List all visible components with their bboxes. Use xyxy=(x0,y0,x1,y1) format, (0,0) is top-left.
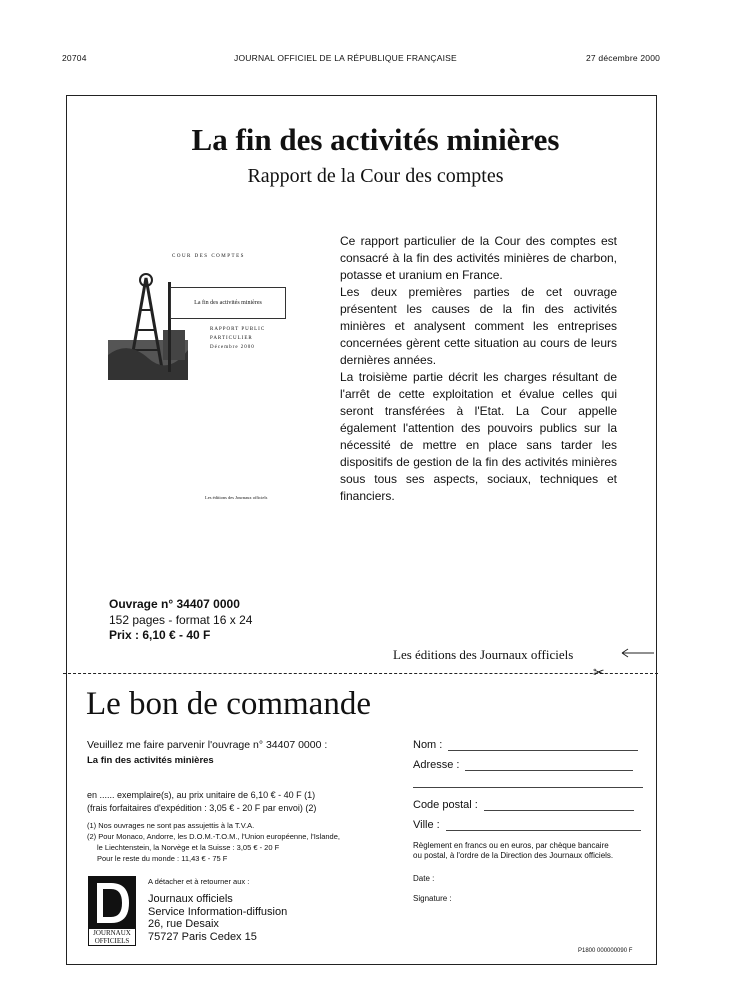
return-address xyxy=(148,893,287,943)
footnote-shipping: (2) Pour Monaco, Andorre, les D.O.M.-T.O.M., l'Union européenne, l'Islande, xyxy=(87,832,340,841)
description-paragraph: La troisième partie décrit les charges résultant de l'arrêt de cette exploitation et évalue celles qui seront transférées à l'Etat. La Cour appelle également l'attention des pouvoirs publics sur la nécessité de mettre en place sans tarder les dispositifs de gestion de la fin des activités minières sous tous ses aspects, sociaux, techniques et financiers. xyxy=(340,370,617,503)
nom-input-line[interactable] xyxy=(448,749,638,751)
quantity-line[interactable]: en ...... exemplaire(s), au prix unitaire de 6,10 € - 40 F (1) xyxy=(87,790,316,800)
payment-line: Règlement en francs ou en euros, par chèque bancaire xyxy=(413,841,609,850)
order-form-heading: Le bon de commande xyxy=(86,686,371,722)
scissors-icon: ✂ xyxy=(593,664,605,680)
adresse-input-line-2[interactable] xyxy=(413,787,643,788)
cover-subtitle-lines xyxy=(210,325,265,352)
jo-logo-mark xyxy=(89,877,135,929)
adresse-field[interactable] xyxy=(413,759,633,771)
cover-line-3: Décembre 2000 xyxy=(210,345,255,350)
cover-line-1: RAPPORT PUBLIC xyxy=(210,327,266,332)
journal-title: JOURNAL OFFICIEL DE LA RÉPUBLIQUE FRANÇAISE xyxy=(234,53,457,63)
journaux-officiels-logo xyxy=(88,876,136,946)
logo-caption-line: JOURNAUX xyxy=(93,929,131,937)
description-paragraph: Les deux premières parties de cet ouvrage présentent les causes de la fin des activités minières et analysent comment les entreprises concernées gèrent cette situation au cours de leurs dernières années. xyxy=(340,285,617,367)
order-book-title: La fin des activités minières xyxy=(87,755,214,766)
ouvrage-number: Ouvrage n° 34407 0000 xyxy=(109,597,240,611)
logo-caption xyxy=(89,929,135,945)
footnote-shipping-world: Pour le reste du monde : 11,43 € - 75 F xyxy=(97,854,228,863)
logo-caption-line: OFFICIELS xyxy=(94,937,130,945)
cut-line xyxy=(63,673,658,674)
code-postal-label: Code postal : xyxy=(413,799,478,811)
arrow-left-icon xyxy=(620,648,656,658)
ville-label: Ville : xyxy=(413,819,440,831)
code-postal-input-line[interactable] xyxy=(484,809,634,811)
payment-line: ou postal, à l'ordre de la Direction des Journaux officiels. xyxy=(413,851,614,860)
cover-line-2: PARTICULIER xyxy=(210,336,253,341)
issue-date: 27 décembre 2000 xyxy=(586,53,661,63)
price: Prix : 6,10 € - 40 F xyxy=(109,628,211,642)
adresse-label: Adresse : xyxy=(413,759,460,771)
page-format: 152 pages - format 16 x 24 xyxy=(109,613,253,627)
payment-instructions xyxy=(413,841,613,861)
footnote-vat: (1) Nos ouvrages ne sont pas assujettis à la T.V.A. xyxy=(87,821,255,830)
address-line: Service Information-diffusion xyxy=(148,905,288,918)
cover-title-box: La fin des activités minières xyxy=(170,287,286,319)
page-number: 20704 xyxy=(62,53,87,63)
address-line: Journaux officiels xyxy=(148,893,233,905)
ville-input-line[interactable] xyxy=(446,829,641,831)
detach-instruction: A détacher et à retourner aux : xyxy=(148,877,250,886)
shipping-line: (frais forfaitaires d'expédition : 3,05 € - 20 F par envoi) (2) xyxy=(87,803,317,813)
book-title: La fin des activités minières xyxy=(191,122,560,157)
cover-publisher: COUR DES COMPTES xyxy=(172,254,245,259)
nom-label: Nom : xyxy=(413,739,443,751)
code-postal-field[interactable] xyxy=(413,799,634,811)
nom-field[interactable] xyxy=(413,739,638,751)
ville-field[interactable] xyxy=(413,819,641,831)
order-request: Veuillez me faire parvenir l'ouvrage n° 34407 0000 : xyxy=(87,739,328,751)
footnote-shipping-europe: le Liechtenstein, la Norvège et la Suisse : 3,05 € - 20 F xyxy=(97,843,280,852)
address-line: 26, rue Desaix xyxy=(148,918,219,930)
address-line: 75727 Paris Cedex 15 xyxy=(148,930,257,943)
reference-code: P1800 000000090 F xyxy=(578,948,633,954)
description-paragraph: Ce rapport particulier de la Cour des comptes est consacré à la fin des activités minières de charbon, potasse et uranium en France. xyxy=(340,234,617,282)
book-subtitle: Rapport de la Cour des comptes xyxy=(247,165,504,187)
adresse-input-line[interactable] xyxy=(465,769,633,771)
book-description xyxy=(340,233,617,505)
publisher-line: Les éditions des Journaux officiels xyxy=(393,647,574,662)
signature-field[interactable]: Signature : xyxy=(413,894,452,903)
cover-footer: Les éditions des Journaux officiels xyxy=(205,495,268,500)
date-field[interactable]: Date : xyxy=(413,874,435,883)
